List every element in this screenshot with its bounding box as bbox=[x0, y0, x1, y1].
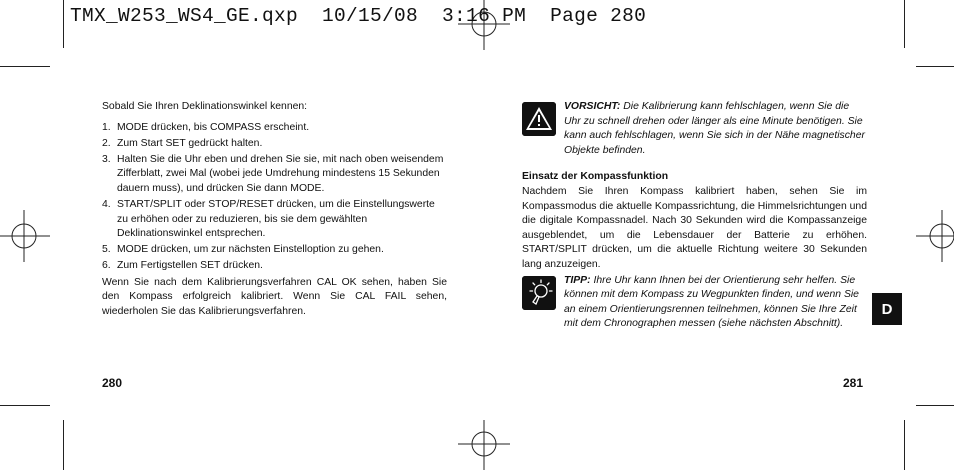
left-page-content bbox=[102, 100, 447, 319]
registration-mark-right bbox=[916, 210, 954, 262]
tip-label: TIPP: bbox=[564, 274, 591, 286]
print-slug-header: TMX_W253_WS4_GE.qxp 10/15/08 3:16 PM Page 280 bbox=[70, 5, 647, 27]
caution-text: Die Kalibrierung kann fehlschlagen, wenn Sie die Uhr zu schnell drehen oder länger als eine Minute benötigen. Sie kann auch fehlschlagen, wenn Sie sich in der Nähe magnetischer Objekte befinden. bbox=[564, 101, 865, 156]
page-number-left: 280 bbox=[102, 376, 123, 390]
tip-text: Ihre Uhr kann Ihnen bei der Orientierung sehr helfen. Sie können mit dem Kompass zu Wegpunkten finden, und wenn Sie an einem Orientierungsrennen teilnehmen, können Sie Ihre Zeit mit dem Chronographen messen (siehe nächsten Abschnitt). bbox=[564, 274, 859, 330]
crop-mark bbox=[904, 0, 905, 48]
list-item: 5. MODE drücken, um zur nächsten Einstelloption zu gehen. bbox=[102, 244, 384, 256]
crop-mark bbox=[0, 66, 50, 67]
page-number-right: 281 bbox=[843, 376, 864, 390]
section-paragraph: Nachdem Sie Ihren Kompass kalibriert haben, sehen Sie im Kompassmodus die aktuelle Kompassrichtung, die Himmelsrichtungen und die digitale Kompassnadel. Nach 30 Sekunden wird die Kompassanzeige ausgeblendet, um die Lebensdauer der Batterie zu erhöhen. START/SPLIT drücken, um die aktuelle Richtung weitere 30 Sekunden lang anzuzeigen. bbox=[522, 185, 867, 270]
result-paragraph: Wenn Sie nach dem Kalibrierungsverfahren CAL OK sehen, haben Sie den Kompass erfolgreich kalibriert. Wenn Sie CAL FAIL sehen, wiederholen Sie das Kalibrierungsverfahren. bbox=[102, 276, 447, 317]
crop-mark bbox=[916, 405, 954, 406]
registration-mark-bottom bbox=[458, 420, 510, 470]
lightbulb-tip-icon bbox=[522, 276, 556, 310]
list-item: 1. MODE drücken, bis COMPASS erscheint. bbox=[102, 121, 310, 133]
tip-note bbox=[522, 274, 867, 332]
steps-list bbox=[102, 121, 447, 274]
list-item: 4. START/SPLIT oder STOP/RESET drücken, um die Einstellungswerte zu erhöhen oder zu reduzieren, bis sie dem gewählten Deklinationswinkel entsprechen. bbox=[102, 199, 435, 240]
language-tab: D bbox=[872, 293, 902, 325]
crop-mark bbox=[0, 405, 50, 406]
list-item: 6. Zum Fertigstellen SET drücken. bbox=[102, 260, 263, 272]
caution-label: VORSICHT: bbox=[564, 101, 621, 112]
caution-note bbox=[522, 100, 867, 158]
crop-mark bbox=[904, 420, 905, 470]
list-item: 3. Halten Sie die Uhr eben und drehen Sie sie, mit nach oben weisendem Zifferblatt, zwei Mal (wobei jede Umdrehung mindestens 15 Sekunden dauern muss), und drücken Sie dann MODE. bbox=[102, 153, 444, 194]
section-heading: Einsatz der Kompassfunktion bbox=[522, 171, 669, 183]
warning-triangle-icon bbox=[522, 102, 556, 136]
crop-mark bbox=[63, 420, 64, 470]
list-item: 2. Zum Start SET gedrückt halten. bbox=[102, 137, 263, 149]
crop-mark bbox=[916, 66, 954, 67]
crop-mark bbox=[63, 0, 64, 48]
right-page-content bbox=[522, 100, 867, 332]
registration-mark-left bbox=[0, 210, 50, 262]
intro-text: Sobald Sie Ihren Deklinationswinkel kennen: bbox=[102, 101, 308, 112]
